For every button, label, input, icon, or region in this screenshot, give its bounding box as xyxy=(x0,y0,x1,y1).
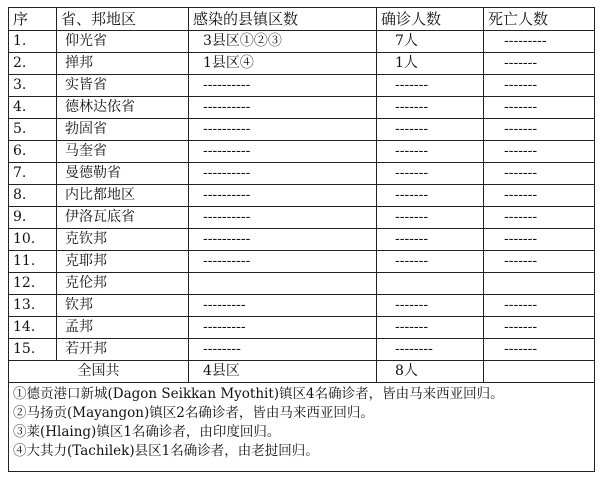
row-deaths: ------- xyxy=(484,317,595,339)
table-row xyxy=(9,207,595,229)
row-region: 掸邦 xyxy=(57,53,189,75)
row-index: 11. xyxy=(9,251,57,273)
header-region: 省、邦地区 xyxy=(57,8,189,31)
footnote: ④大其力(Tachilek)县区1名确诊者，由老挝回归。 xyxy=(13,443,319,459)
table-row xyxy=(9,31,595,53)
row-region: 克伦邦 xyxy=(57,273,189,295)
table-row xyxy=(9,185,595,207)
covid-region-table xyxy=(8,7,595,472)
row-index: 3. xyxy=(9,75,57,97)
row-confirmed: ------- xyxy=(377,317,484,339)
footnote: ③莱(Hlaing)镇区1名确诊者，由印度回归。 xyxy=(13,424,281,440)
row-infected-areas: --------- xyxy=(189,317,377,339)
row-region: 曼德勒省 xyxy=(57,163,189,185)
row-confirmed: ------- xyxy=(377,185,484,207)
row-confirmed: ------- xyxy=(377,141,484,163)
table-row xyxy=(9,97,595,119)
row-confirmed: ------- xyxy=(377,251,484,273)
row-index: 7. xyxy=(9,163,57,185)
row-infected-areas: ---------- xyxy=(189,141,377,163)
row-infected-areas: ---------- xyxy=(189,185,377,207)
row-region: 马奎省 xyxy=(57,141,189,163)
notes-row xyxy=(9,383,595,472)
header-row xyxy=(9,8,595,31)
row-region: 钦邦 xyxy=(57,295,189,317)
footnotes xyxy=(9,383,595,472)
row-infected-areas: ---------- xyxy=(189,97,377,119)
row-index: 5. xyxy=(9,119,57,141)
row-infected-areas: ---------- xyxy=(189,207,377,229)
total-confirmed: 8人 xyxy=(377,361,484,383)
row-deaths: ------- xyxy=(484,75,595,97)
row-confirmed: 1人 xyxy=(377,53,484,75)
row-confirmed: 7人 xyxy=(377,31,484,53)
row-deaths: ------- xyxy=(484,119,595,141)
row-infected-areas: 3县区①②③ xyxy=(189,31,377,53)
table-row xyxy=(9,339,595,361)
row-confirmed: ------- xyxy=(377,163,484,185)
row-index: 12. xyxy=(9,273,57,295)
row-infected-areas: ---------- xyxy=(189,163,377,185)
row-index: 14. xyxy=(9,317,57,339)
row-index: 4. xyxy=(9,97,57,119)
row-infected-areas: 1县区④ xyxy=(189,53,377,75)
table-row xyxy=(9,229,595,251)
row-deaths: ------- xyxy=(484,53,595,75)
total-infected-areas: 4县区 xyxy=(189,361,377,383)
row-infected-areas: ---------- xyxy=(189,75,377,97)
row-index: 2. xyxy=(9,53,57,75)
row-region: 克钦邦 xyxy=(57,229,189,251)
row-deaths: ------- xyxy=(484,163,595,185)
row-index: 13. xyxy=(9,295,57,317)
header-deaths: 死亡人数 xyxy=(484,8,595,31)
row-deaths: ------- xyxy=(484,207,595,229)
row-infected-areas: -------- xyxy=(189,339,377,361)
row-index: 6. xyxy=(9,141,57,163)
row-deaths: ------- xyxy=(484,339,595,361)
row-deaths: ------- xyxy=(484,185,595,207)
total-label: 全国共 xyxy=(9,361,189,383)
row-deaths: ------- xyxy=(484,141,595,163)
row-index: 9. xyxy=(9,207,57,229)
row-deaths: --------- xyxy=(484,31,595,53)
row-index: 8. xyxy=(9,185,57,207)
row-deaths: ------- xyxy=(484,295,595,317)
row-index: 10. xyxy=(9,229,57,251)
row-infected-areas xyxy=(189,273,377,295)
header-confirmed: 确诊人数 xyxy=(377,8,484,31)
row-region: 仰光省 xyxy=(57,31,189,53)
row-confirmed xyxy=(377,273,484,295)
row-confirmed: ------- xyxy=(377,75,484,97)
row-region: 德林达依省 xyxy=(57,97,189,119)
row-deaths xyxy=(484,273,595,295)
row-index: 15. xyxy=(9,339,57,361)
row-region: 实皆省 xyxy=(57,75,189,97)
row-confirmed: -------- xyxy=(377,339,484,361)
row-confirmed: ------- xyxy=(377,119,484,141)
footnote: ②马扬贡(Mayangon)镇区2名确诊者，皆由马来西亚回归。 xyxy=(13,405,374,421)
row-deaths: ------- xyxy=(484,97,595,119)
row-deaths: ------- xyxy=(484,251,595,273)
table-row xyxy=(9,295,595,317)
row-infected-areas: ---------- xyxy=(189,229,377,251)
row-index: 1. xyxy=(9,31,57,53)
table-row xyxy=(9,141,595,163)
row-confirmed: ------- xyxy=(377,207,484,229)
total-row xyxy=(9,361,595,383)
row-infected-areas: ---------- xyxy=(189,119,377,141)
table-row xyxy=(9,119,595,141)
row-infected-areas: ---------- xyxy=(189,251,377,273)
row-region: 孟邦 xyxy=(57,317,189,339)
row-region: 伊洛瓦底省 xyxy=(57,207,189,229)
table-row xyxy=(9,53,595,75)
row-infected-areas: --------- xyxy=(189,295,377,317)
row-confirmed: ------- xyxy=(377,229,484,251)
row-region: 若开邦 xyxy=(57,339,189,361)
table-body xyxy=(9,8,595,472)
header-index: 序 xyxy=(9,8,57,31)
table-row xyxy=(9,163,595,185)
row-confirmed: ------- xyxy=(377,295,484,317)
row-region: 内比都地区 xyxy=(57,185,189,207)
table-row xyxy=(9,317,595,339)
row-deaths: ------- xyxy=(484,229,595,251)
table-row xyxy=(9,251,595,273)
row-confirmed: ------- xyxy=(377,97,484,119)
total-deaths xyxy=(484,361,595,383)
row-region: 勃固省 xyxy=(57,119,189,141)
row-region: 克耶邦 xyxy=(57,251,189,273)
header-infected-areas: 感染的县镇区数 xyxy=(189,8,377,31)
table-row xyxy=(9,75,595,97)
footnote: ①德贡港口新城(Dagon Seikkan Myothit)镇区4名确诊者，皆由马来西亚回归。 xyxy=(13,386,504,402)
table-row xyxy=(9,273,595,295)
